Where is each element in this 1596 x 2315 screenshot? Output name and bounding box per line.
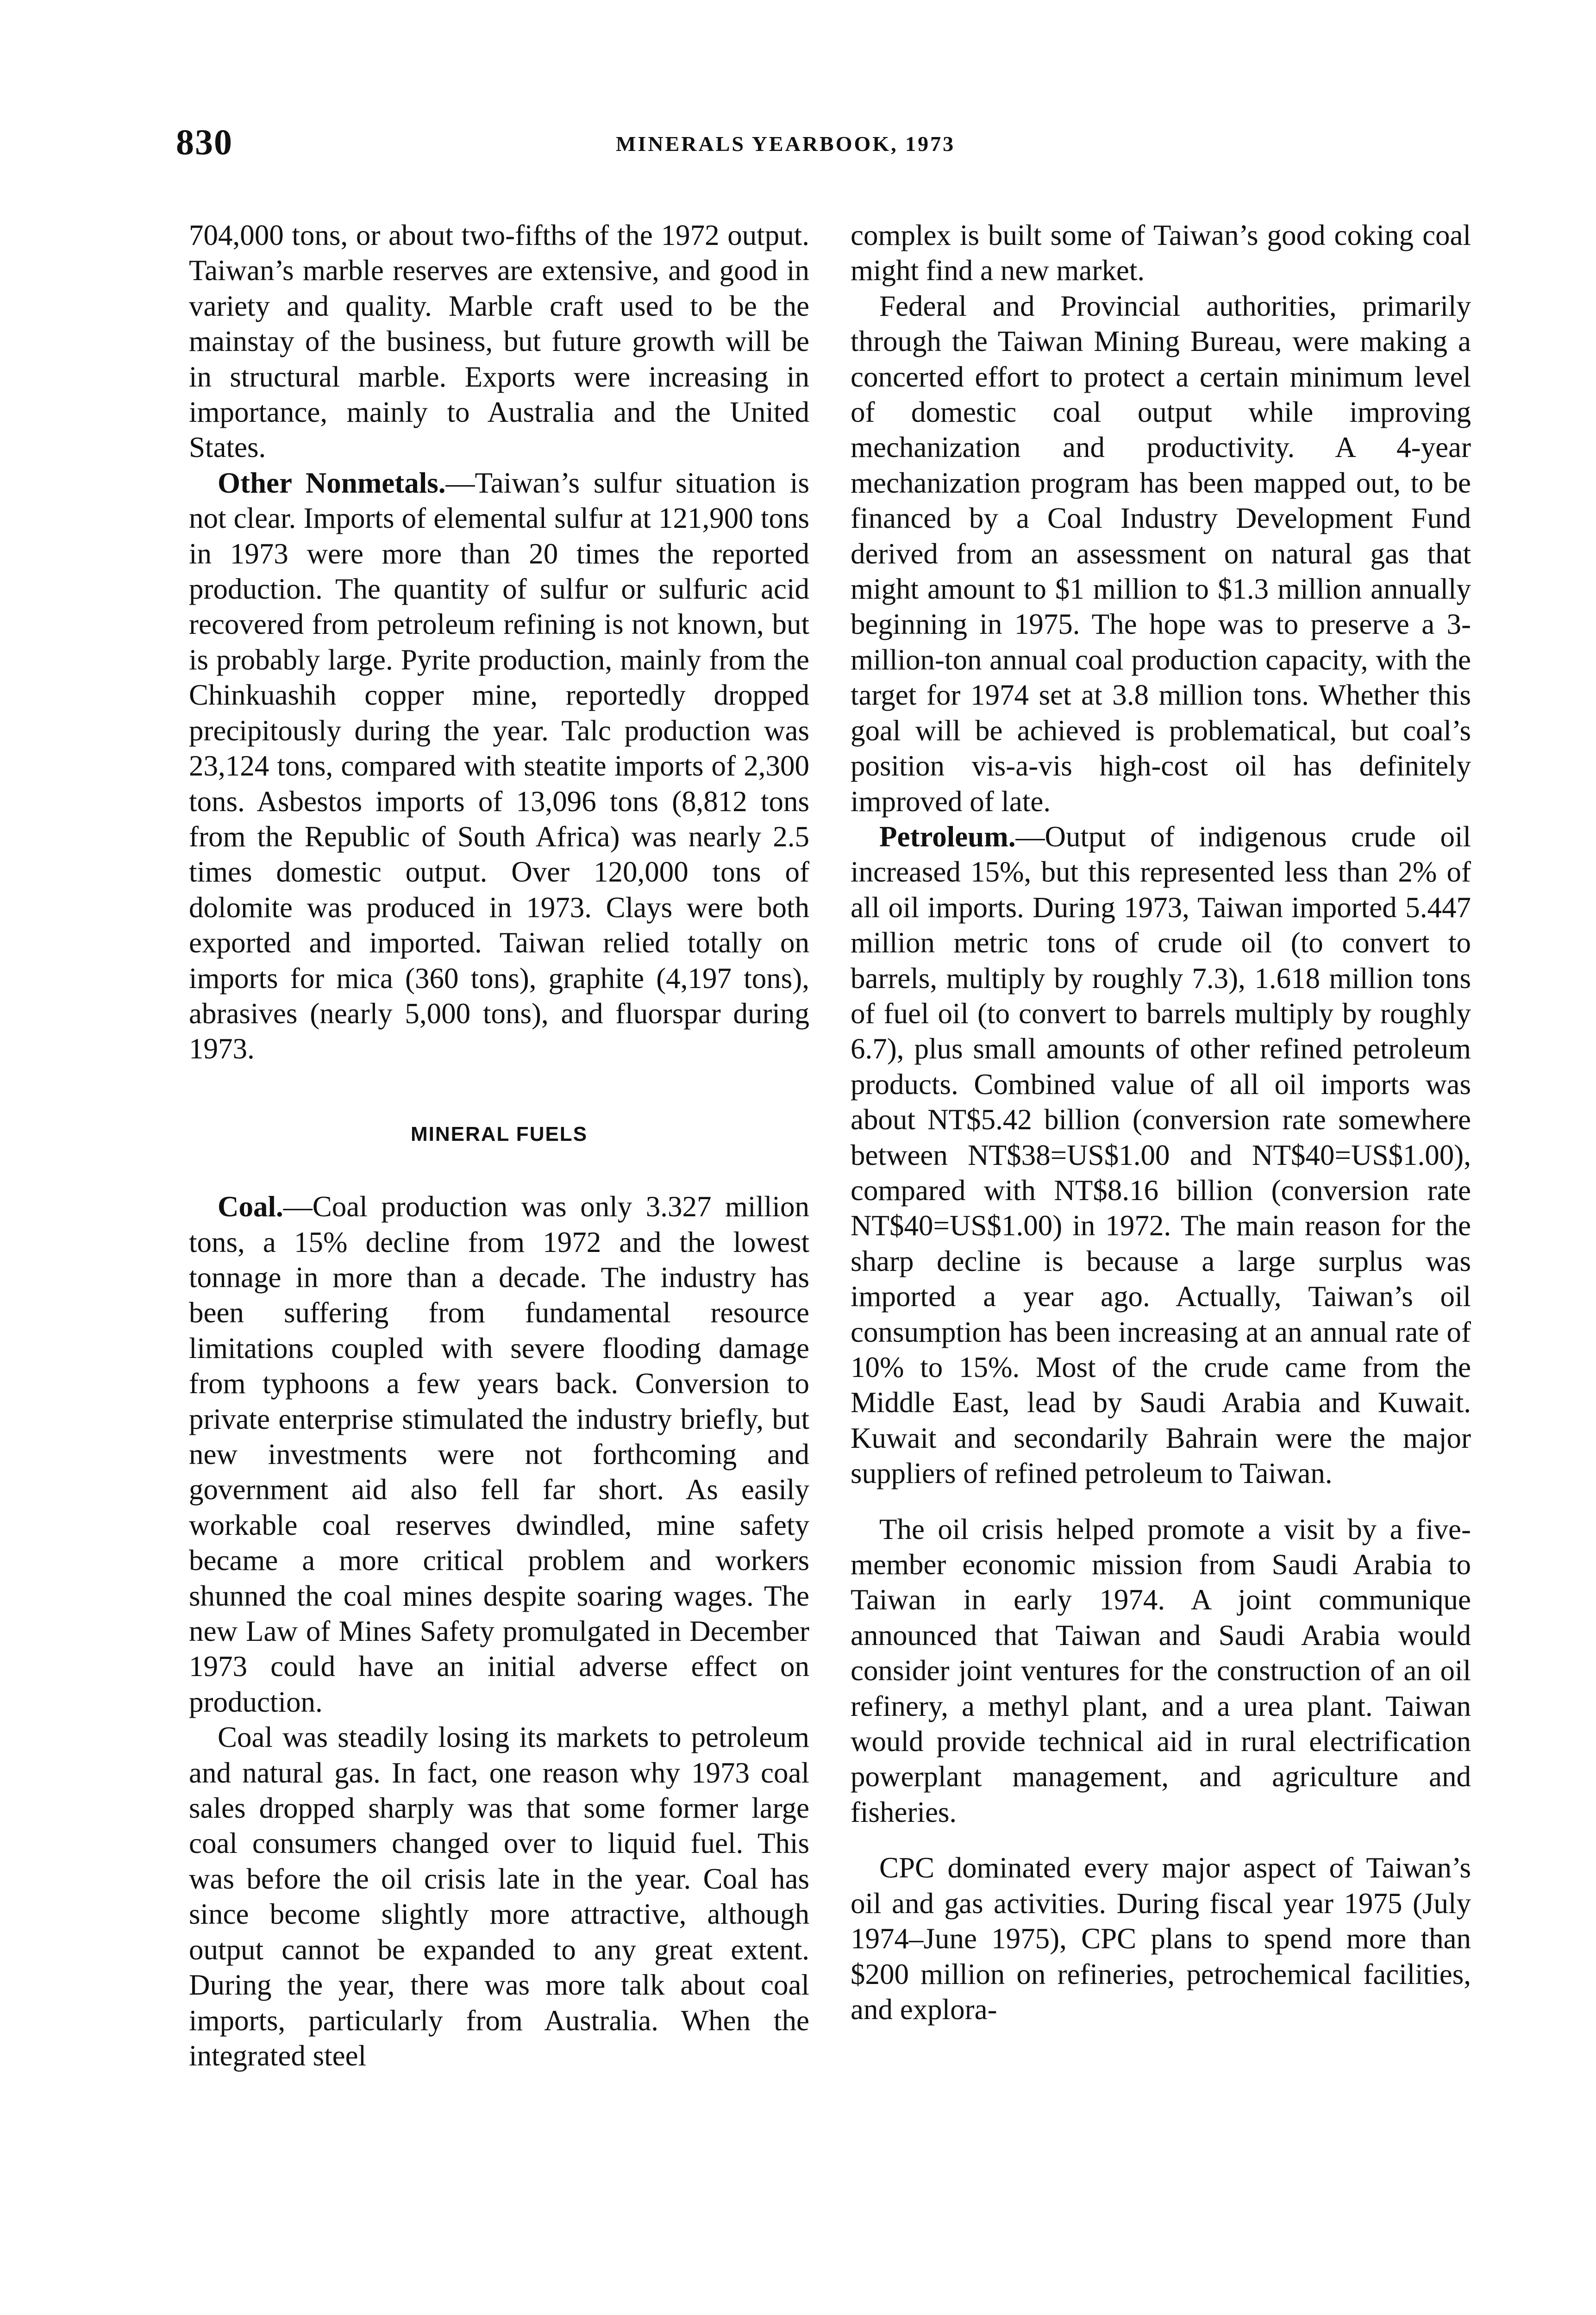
run-in-heading-coal: Coal.: [218, 1190, 283, 1223]
paragraph-text: —Output of indigenous crude oil increased 15%, but this represented less than 2% of all oil imports. During 1973, Taiwan imported 5.447 million metric tons of crude oil (to convert to barrels, multiply by roughly 7.3), 1.618 million tons of fuel oil (to convert to barrels multiply by roughly 6.7), plus small amounts of other refined petroleum products. Combined value of all oil imports was about NT$5.42 billion (conversion rate somewhere between NT$38=US$1.00 and NT$40=US$1.00), compared with NT$8.16 billion (conversion rate NT$40=US$1.00) in 1972. The main reason for the sharp decline is because a large surplus was imported a year ago. Actually, Taiwan’s oil consumption has been increasing at an annual rate of 10% to 15%. Most of the crude came from the Middle East, lead by Saudi Arabia and Kuwait. Kuwait and secondarily Bahrain were the major suppliers of refined petroleum to Taiwan.: [851, 820, 1471, 1490]
paragraph-marble-continued: 704,000 tons, or about two-fifths of the 1972 output. Taiwan’s marble reserves are extensive, and good in variety and quality. Marble craft used to be the mainstay of the business, but future growth will be in structural marble. Exports were increasing in importance, mainly to Australia and the United States.: [189, 219, 809, 464]
paragraph-petroleum: [851, 819, 1471, 1491]
paragraph-text: —Taiwan’s sulfur situation is not clear. Imports of elemental sulfur at 121,900 tons in 1973 were more than 20 times the reported production. The quantity of sulfur or sulfuric acid recovered from petroleum refining is not known, but is probably large. Pyrite production, mainly from the Chinkuashih copper mine, reportedly dropped precipitously during the year. Talc production was 23,124 tons, compared with steatite imports of 2,300 tons. Asbestos imports of 13,096 tons (8,812 tons from the Republic of South Africa) was nearly 2.5 times domestic output. Over 120,000 tons of dolomite was produced in 1973. Clays were both exported and imported. Taiwan relied totally on imports for mica (360 tons), graphite (4,197 tons), abrasives (nearly 5,000 tons), and fluorspar during 1973.: [189, 466, 809, 1065]
paragraph-coal: [189, 1189, 809, 1720]
paragraph-text: —Coal production was only 3.327 million tons, a 15% decline from 1972 and the lowest tonnage in more than a decade. The industry has been suffering from fundamental resource limitations coupled with severe flooding damage from typhoons a few years back. Conversion to private enterprise stimulated the industry briefly, but new investments were not forthcoming and government aid also fell far short. As easily workable coal reserves dwindled, mine safety became a more critical problem and workers shunned the coal mines despite soaring wages. The new Law of Mines Safety promulgated in December 1973 could have an initial adverse effect on production.: [189, 1190, 809, 1718]
paragraph-other-nonmetals: [189, 465, 809, 1067]
run-in-heading-other-nonmetals: Other Nonmetals.: [218, 466, 446, 499]
right-column: [851, 218, 1471, 2027]
paragraph-cpc: CPC dominated every major aspect of Taiwan’s oil and gas activities. During fiscal year 1975 (July 1974–June 1975), CPC plans to spend more than $200 million on refineries, petrochemical facilities, and explora-: [851, 1852, 1471, 2026]
running-head: MINERALS YEARBOOK, 1973: [616, 132, 956, 156]
run-in-heading-petroleum: Petroleum.: [879, 820, 1016, 853]
paragraph-saudi-mission: The oil crisis helped promote a visit by a five-member economic mission from Saudi Arabia to Taiwan in early 1974. A joint communique announced that Taiwan and Saudi Arabia would consider joint ventures for the construction of an oil refinery, a methyl plant, and a urea plant. Taiwan would provide technical aid in rural electrification powerplant management, and agriculture and fisheries.: [851, 1513, 1471, 1828]
section-heading-mineral-fuels: MINERAL FUELS: [410, 1122, 588, 1145]
paragraph-coal-markets: Coal was steadily losing its markets to petroleum and natural gas. In fact, one reason why 1973 coal sales dropped sharply was that some former large coal consumers changed over to liquid fuel. This was before the oil crisis late in the year. Coal has since become slightly more attractive, although output cannot be expanded to any great extent. During the year, there was more talk about coal imports, particularly from Australia. When the integrated steel: [189, 1721, 809, 2072]
page-number: 830: [176, 122, 233, 162]
paragraph-coal-mechanization: Federal and Provincial authorities, primarily through the Taiwan Mining Bureau, were making a concerted effort to protect a certain minimum level of domestic coal output while improving mechanization and productivity. A 4-year mechanization program has been mapped out, to be financed by a Coal Industry Development Fund derived from an assessment on natural gas that might amount to $1 million to $1.3 million annually beginning in 1975. The hope was to preserve a 3-million-ton annual coal production capacity, with the target for 1974 set at 3.8 million tons. Whether this goal will be achieved is problematical, but coal’s position vis-a-vis high-cost oil has definitely improved of late.: [851, 289, 1471, 818]
paragraph-coking-coal-continued: complex is built some of Taiwan’s good coking coal might find a new market.: [851, 219, 1471, 287]
left-column: [189, 218, 809, 2073]
